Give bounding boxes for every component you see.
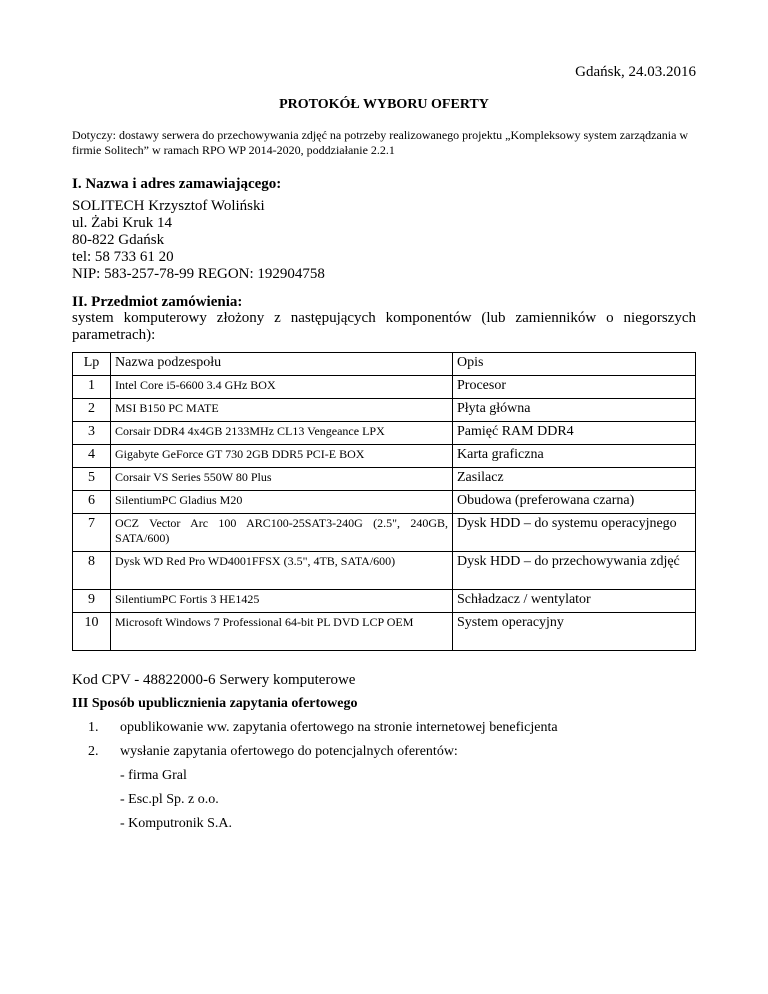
row-desc: System operacyjny	[453, 613, 696, 651]
table-row	[73, 514, 696, 552]
row-lp: 6	[73, 491, 111, 514]
table-row	[73, 468, 696, 491]
row-lp: 10	[73, 613, 111, 651]
row-desc: Procesor	[453, 376, 696, 399]
row-name: Intel Core i5-6600 3.4 GHz BOX	[111, 376, 453, 399]
row-name: Microsoft Windows 7 Professional 64-bit PL DVD LCP OEM	[111, 613, 453, 651]
table-row	[73, 399, 696, 422]
table-row	[73, 590, 696, 613]
cpv-code: Kod CPV - 48822000-6 Serwery komputerowe	[72, 672, 356, 688]
regarding-text: Dotyczy: dostawy serwera do przechowywania zdjęć na potrzeby realizowanego projektu „Kompleksowy system zarządzania w firmie Solitech” w ramach RPO WP 2014-2020, poddziałanie 2.2.1	[72, 128, 689, 157]
list-item-text: opublikowanie ww. zapytania ofertowego na stronie internetowej beneficjenta	[120, 720, 558, 735]
row-name: OCZ Vector Arc 100 ARC100-25SAT3-240G (2.5", 240GB, SATA/600)	[111, 514, 453, 552]
ordering-party-address	[72, 198, 325, 283]
list-item-number: 1.	[88, 720, 99, 735]
table-header-row	[73, 353, 696, 376]
recipient-item: - Esc.pl Sp. z o.o.	[120, 792, 219, 807]
row-name: Gigabyte GeForce GT 730 2GB DDR5 PCI-E BOX	[111, 445, 453, 468]
row-desc: Dysk HDD – do przechowywania zdjęć	[453, 552, 696, 590]
table-row	[73, 445, 696, 468]
header-name: Nazwa podzespołu	[111, 353, 453, 376]
row-desc: Karta graficzna	[453, 445, 696, 468]
list-item	[88, 744, 558, 768]
city-line: 80-822 Gdańsk	[72, 232, 165, 248]
row-name: Corsair DDR4 4x4GB 2133MHz CL13 Vengeance LPX	[111, 422, 453, 445]
row-name: MSI B150 PC MATE	[111, 399, 453, 422]
header-desc: Opis	[453, 353, 696, 376]
section2-heading: II. Przedmiot zamówienia:	[72, 294, 243, 310]
company-name: SOLITECH Krzysztof Woliński	[72, 198, 265, 214]
components-table	[72, 352, 696, 651]
recipients-list	[120, 768, 232, 840]
row-lp: 8	[73, 552, 111, 590]
table-row	[73, 552, 696, 590]
row-lp: 2	[73, 399, 111, 422]
row-lp: 4	[73, 445, 111, 468]
table-row	[73, 376, 696, 399]
row-desc: Płyta główna	[453, 399, 696, 422]
table-row	[73, 491, 696, 514]
list-item	[88, 720, 558, 744]
document-date: Gdańsk, 24.03.2016	[575, 64, 696, 80]
recipient-item: - Komputronik S.A.	[120, 816, 232, 831]
order-subject-description: system komputerowy złożony z następujących komponentów (lub zamienników o niegorszych parametrach):	[72, 310, 696, 343]
row-lp: 5	[73, 468, 111, 491]
row-name: Dysk WD Red Pro WD4001FFSX (3.5", 4TB, SATA/600)	[111, 552, 453, 590]
row-lp: 9	[73, 590, 111, 613]
row-desc: Obudowa (preferowana czarna)	[453, 491, 696, 514]
row-name: SilentiumPC Fortis 3 HE1425	[111, 590, 453, 613]
street-line: ul. Żabi Kruk 14	[72, 215, 172, 231]
list-item-number: 2.	[88, 744, 99, 759]
header-lp: Lp	[73, 353, 111, 376]
publication-methods-list	[88, 720, 558, 768]
table-row	[73, 613, 696, 651]
row-name: Corsair VS Series 550W 80 Plus	[111, 468, 453, 491]
row-desc: Dysk HDD – do systemu operacyjnego	[453, 514, 696, 552]
row-desc: Schładzacz / wentylator	[453, 590, 696, 613]
tax-id-line: NIP: 583-257-78-99 REGON: 192904758	[72, 266, 325, 282]
document-title: PROTOKÓŁ WYBORU OFERTY	[279, 97, 489, 112]
list-item-text: wysłanie zapytania ofertowego do potencjalnych oferentów:	[120, 744, 458, 759]
section1-heading: I. Nazwa i adres zamawiającego:	[72, 176, 282, 192]
row-name: SilentiumPC Gladius M20	[111, 491, 453, 514]
table-row	[73, 422, 696, 445]
phone-line: tel: 58 733 61 20	[72, 249, 174, 265]
row-desc: Pamięć RAM DDR4	[453, 422, 696, 445]
row-lp: 1	[73, 376, 111, 399]
recipient-item: - firma Gral	[120, 768, 187, 783]
section3-heading: III Sposób upublicznienia zapytania ofertowego	[72, 696, 358, 711]
row-lp: 7	[73, 514, 111, 552]
row-lp: 3	[73, 422, 111, 445]
row-desc: Zasilacz	[453, 468, 696, 491]
